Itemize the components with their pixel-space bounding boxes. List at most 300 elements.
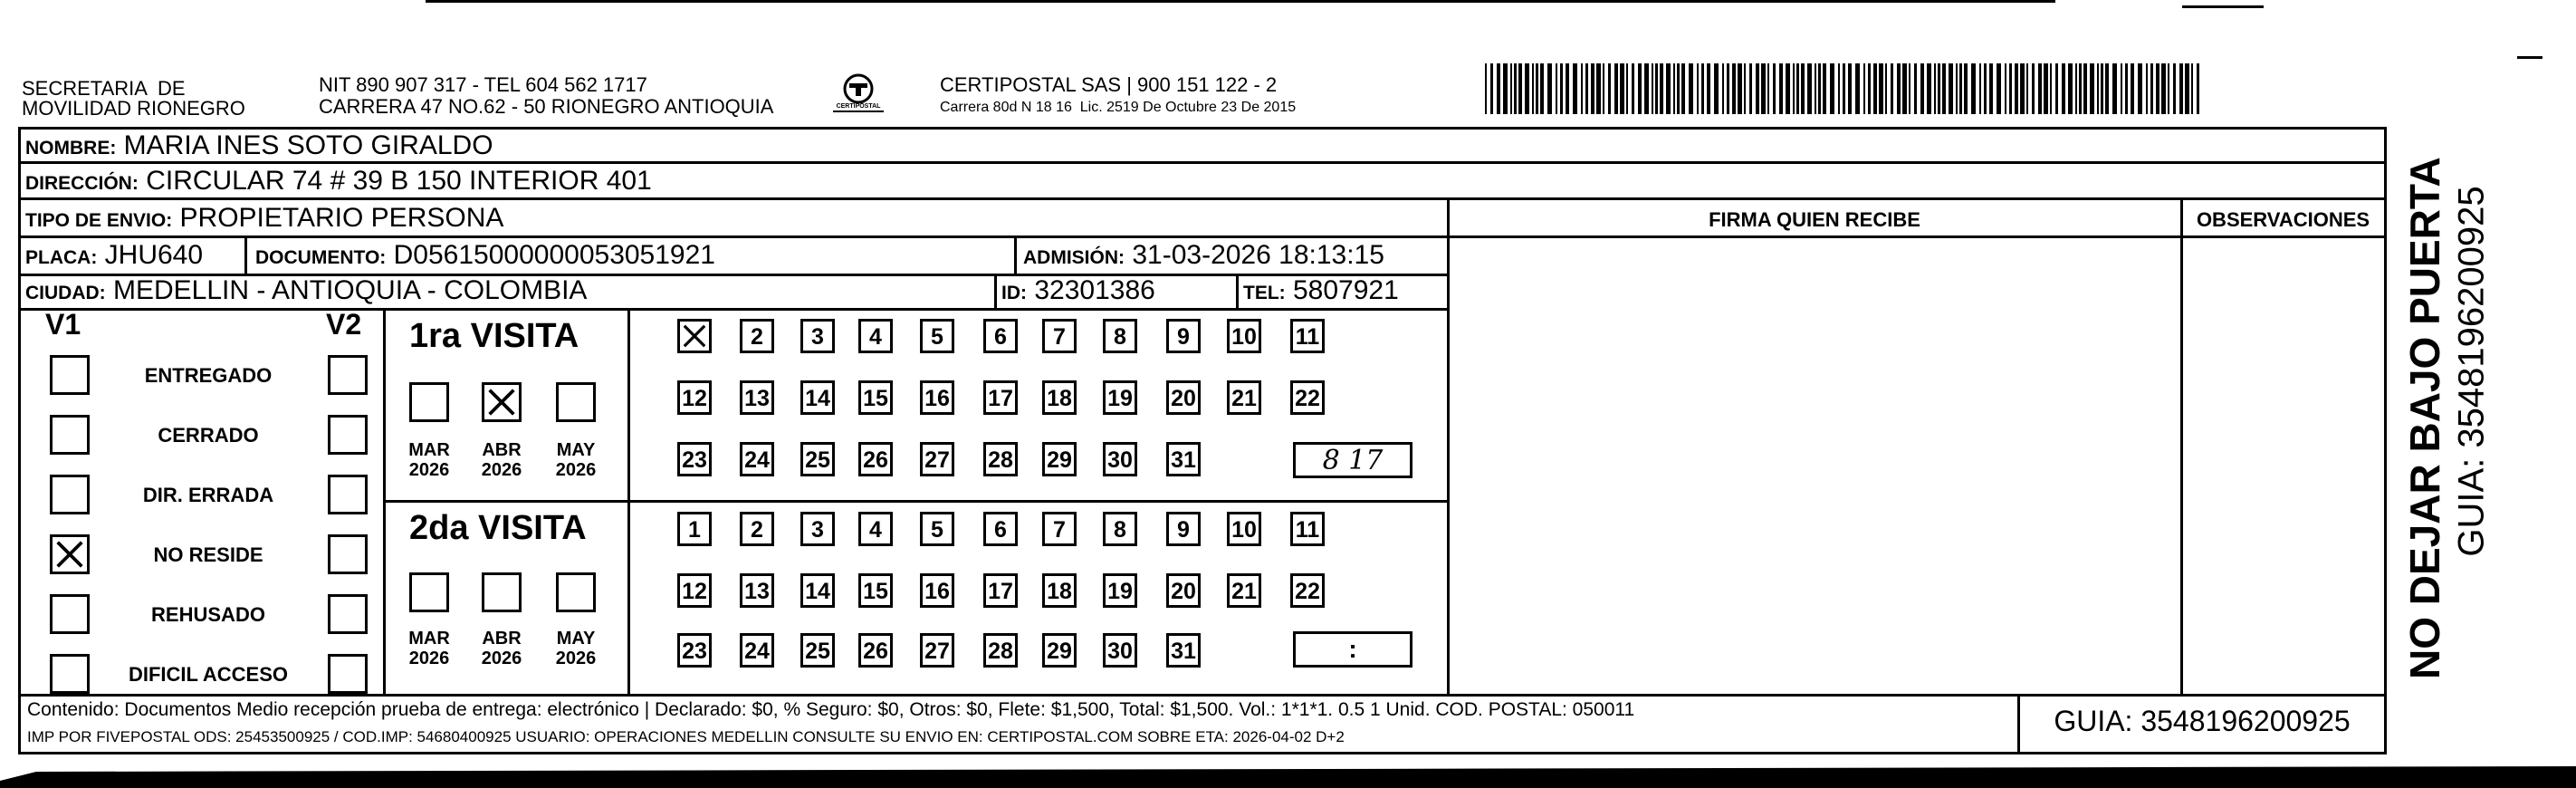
barcode-bar [1885,63,1887,114]
month-name: ABR [482,440,522,460]
barcode-bar [1959,63,1962,114]
day-box[interactable]: 18 [1042,380,1077,415]
barcode-bar [1497,63,1500,114]
visit2-title: 2da VISITA [409,509,587,547]
barcode-bar [1773,63,1776,114]
day-box[interactable]: 5 [920,512,954,546]
barcode-bar [2068,63,2073,114]
month-name: MAY [556,440,596,460]
agency-line-2: MOVILIDAD RIONEGRO [22,97,245,120]
month-label [465,629,538,668]
barcode-bar [1655,63,1658,114]
barcode-bar [1701,63,1704,114]
status-label: DIR. ERRADA [142,484,274,506]
day-box[interactable]: 30 [1103,442,1137,476]
sign-label: FIRMA QUIEN RECIBE [1709,208,1920,231]
day-box[interactable]: 25 [800,633,835,668]
barcode-bar [1942,63,1946,114]
day-box[interactable]: 9 [1166,512,1201,546]
visit1-time-box [1293,442,1412,478]
month-checkbox[interactable] [556,572,596,612]
month-year: 2026 [555,649,597,668]
barcode-bar [1510,63,1512,114]
barcode-bar [1573,63,1577,114]
plate-row [25,240,203,274]
barcode-bar [1984,63,1987,114]
status-label: ENTREGADO [144,364,273,387]
barcode-bar [1732,63,1736,114]
month-label [465,440,538,480]
month-label [540,440,612,480]
day-box[interactable]: 6 [983,319,1018,353]
day-box[interactable]: 29 [1042,442,1077,476]
barcode-bar [2161,63,2166,114]
barcode-bar [1581,63,1583,114]
status-label: CERRADO [158,424,259,447]
barcode-bar [2097,63,2099,114]
barcode-bar [1838,63,1840,114]
day-box[interactable]: 7 [1042,512,1077,546]
certipostal-logo [829,71,887,120]
barcode-bar [1979,63,1981,114]
plate-value: JHU640 [104,240,204,270]
barcode-bar [1677,63,1680,114]
day-box[interactable]: 31 [1166,633,1201,668]
barcode-bar [1767,63,1769,114]
barcode-bar [1608,63,1611,114]
day-box[interactable]: 26 [858,633,893,668]
id-label: ID: [1001,283,1027,303]
barcode-bar [1673,63,1675,114]
barcode-bar [1971,63,1976,114]
day-box[interactable]: 17 [983,573,1018,608]
day-box[interactable]: 28 [983,633,1018,668]
id-divider [994,274,997,308]
barcode-bar [1536,63,1538,114]
logo-icon [829,71,887,120]
barcode-bar [1707,63,1710,114]
day-box[interactable]: 26 [858,442,893,476]
top-border-line [426,0,2055,3]
obs-col-left [2180,197,2183,697]
obs-label: OBSERVACIONES [2196,208,2370,231]
month-year: 2026 [555,460,597,480]
content-line: Contenido: Documentos Medio recepción prueba de entrega: electrónico | Declarado: $0, % Seguro: $0, Otros: $0, Flete: $1,500, Total: $1,500. Vol.: 1*1*1. 0.5 1 Unid. COD. POSTAL: 050011 [27,699,1635,720]
barcode-bar [2138,63,2142,114]
barcode-bar [1547,63,1552,114]
day-box[interactable]: 20 [1166,573,1201,608]
barcode-bar [2131,63,2134,114]
day-box[interactable]: 31 [1166,442,1201,476]
day-box[interactable]: 19 [1103,380,1137,415]
barcode-bar [1518,63,1522,114]
barcode-bar [1666,63,1671,114]
barcode-bar [1644,63,1649,114]
barcode-bar [2156,63,2159,114]
barcode-bar [2197,63,2199,114]
month-year: 2026 [481,460,522,480]
day-box[interactable]: 23 [677,633,712,668]
barcode-bar [2020,63,2025,114]
barcode-bar [1989,63,1993,114]
barcode-bar [1697,63,1699,114]
x-mark-icon [484,385,519,419]
barcode-bar [1873,63,1877,114]
barcode-bar [1897,63,1901,114]
barcode-bar [1879,63,1883,114]
barcode-bar [1566,63,1569,114]
v1-checkbox[interactable] [50,355,90,395]
v1-checkbox[interactable] [50,415,90,455]
barcode-bar [2075,63,2077,114]
barcode-bar [1532,63,1534,114]
status-divider [383,308,386,697]
v1-checkbox[interactable] [50,534,90,574]
barcode-bar [1525,63,1529,114]
month-label [393,629,465,668]
day-box[interactable]: 3 [800,512,835,546]
barcode-bar [1638,63,1642,114]
status-label: REHUSADO [151,603,265,626]
barcode-bar [1868,63,1871,114]
barcode-bar [1490,63,1493,114]
barcode-bar [2009,63,2012,114]
barcode-bar [1956,63,1958,114]
visit2-time-box [1293,631,1412,668]
day-box[interactable]: 22 [1290,573,1325,608]
v1-checkbox[interactable] [50,594,90,634]
v1-checkbox[interactable] [50,654,90,694]
admission-value: 31-03-2026 18:13:15 [1132,240,1384,270]
imp-line: IMP POR FIVEPOSTAL ODS: 25453500925 / COD.IMP: 54680400925 USUARIO: OPERACIONES MEDELLIN CONSULTE SU ENVIO EN: CERTIPOSTAL.COM SOBRE ETA: 2026-04-02 D+2 [27,728,1345,745]
day-box[interactable]: 19 [1103,573,1137,608]
day-box[interactable]: 16 [920,380,954,415]
barcode-bar [1714,63,1719,114]
barcode-bar [2005,63,2006,114]
barcode-bar [1815,63,1816,114]
nit-line: NIT 890 907 317 - TEL 604 562 1717 [319,73,647,96]
day-box[interactable]: 18 [1042,573,1077,608]
barcode-bar [1727,63,1729,114]
side-guia-text: GUIA: 3548196200925 [2451,186,2492,557]
plate-label: PLACA: [25,247,98,268]
barcode-bar [1891,63,1893,114]
x-mark-icon [680,322,709,351]
day-box[interactable]: 16 [920,573,954,608]
barcode-bar [1485,63,1487,114]
barcode-bar [1964,63,1968,114]
barcode-bar [1793,63,1795,114]
address-value: CIRCULAR 74 # 39 B 150 INTERIOR 401 [146,166,652,196]
day-box[interactable]: 13 [740,380,774,415]
barcode-bar [1938,63,1940,114]
barcode-bar [1796,63,1799,114]
barcode-bar [1503,63,1508,114]
barcode-bar [2044,63,2048,114]
day-box[interactable]: 10 [1227,512,1261,546]
address-label: DIRECCIÓN: [25,173,139,194]
barcode-bar [1738,63,1742,114]
barcode-bar [1863,63,1865,114]
month-checkbox[interactable] [409,572,449,612]
month-year: 2026 [408,460,450,480]
month-checkbox[interactable] [482,572,522,612]
month-checkbox[interactable] [409,382,449,422]
admission-divider [1014,235,1017,274]
agency-line-1: SECRETARIA DE [22,77,186,100]
admission-label: ADMISIÓN: [1023,247,1125,268]
day-box[interactable]: 1 [677,512,712,546]
document-row [255,240,715,274]
day-box[interactable]: 13 [740,573,774,608]
day-box[interactable]: 21 [1227,573,1261,608]
month-name: MAY [556,629,596,649]
plate-divider [244,235,247,274]
document-value: D05615000000053051921 [393,240,715,270]
month-name: ABR [482,629,522,649]
barcode-bar [1949,63,1953,114]
month-label [540,629,612,668]
day-box[interactable]: 22 [1290,380,1325,415]
barcode-bar [1540,63,1544,114]
barcode-bar [2121,63,2122,114]
barcode-bar [1914,63,1917,114]
day-box[interactable]: 15 [858,380,893,415]
barcode-bar [1761,63,1766,114]
barcode-bar [1902,63,1907,114]
v2-checkbox[interactable] [328,415,368,455]
month-label [393,440,465,480]
courier-line-1: CERTIPOSTAL SAS | 900 151 122 - 2 [940,73,1278,96]
frame-bottom [18,752,2386,754]
day-box[interactable]: 8 [1103,319,1137,353]
city-label: CIUDAD: [25,283,106,303]
address-row [25,166,652,199]
day-box[interactable]: 8 [1103,512,1137,546]
id-row [1001,275,1155,309]
barcode-bar [1801,63,1805,114]
barcode-bar [1744,63,1746,114]
barcode-bar [1927,63,1931,114]
month-checkbox[interactable] [556,382,596,422]
top-border-line-right [2182,5,2264,8]
day-box[interactable]: 12 [677,573,712,608]
barcode-bar [1585,63,1588,114]
day-box[interactable]: 24 [740,442,774,476]
barcode-bar [2055,63,2058,114]
day-box[interactable]: 2 [740,319,774,353]
barcode-bar [2050,63,2052,114]
barcode-bar [1556,63,1557,114]
tel-value: 5807921 [1293,275,1399,305]
edge-mark [2517,56,2542,59]
name-value: MARIA INES SOTO GIRALDO [123,130,493,160]
frame-right [2384,127,2387,754]
send-type-row [25,203,503,236]
admission-row [1023,240,1384,274]
day-box[interactable]: 11 [1290,512,1325,546]
barcode-bar [1560,63,1563,114]
barcode-bar [1830,63,1834,114]
day-box[interactable]: 20 [1166,380,1201,415]
barcode-bar [2101,63,2103,114]
barcode-bar [1909,63,1910,114]
day-box[interactable]: 2 [740,512,774,546]
day-box[interactable]: 27 [920,633,954,668]
day-box[interactable]: 14 [800,380,835,415]
month-name: MAR [408,629,450,649]
city-value: MEDELLIN - ANTIOQUIA - COLOMBIA [113,275,588,305]
status-label: DIFICIL ACCESO [128,663,288,686]
barcode-bar [1807,63,1812,114]
tel-row [1243,275,1399,309]
barcode-bar [1596,63,1601,114]
barcode-bar [1779,63,1783,114]
month-name: MAR [408,440,450,460]
visit1-time: 8 17 [1322,445,1384,476]
day-box[interactable]: 30 [1103,633,1137,668]
status-label: NO RESIDE [153,543,263,566]
day-box[interactable] [677,319,712,353]
barcode-bar [1855,63,1860,114]
city-row [25,275,587,309]
barcode-bar [2173,63,2176,114]
day-box[interactable]: 9 [1166,319,1201,353]
barcode-bar [1620,63,1624,114]
day-box[interactable]: 3 [800,319,835,353]
day-box[interactable]: 6 [983,512,1018,546]
sign-col-left [1447,197,1450,697]
barcode-bar [1749,63,1752,114]
barcode-bar [2083,63,2087,114]
day-box[interactable]: 11 [1290,319,1325,353]
month-checkbox[interactable] [482,382,522,422]
day-box[interactable]: 17 [983,380,1018,415]
barcode-bar [2179,63,2183,114]
barcode-bar [1786,63,1790,114]
barcode-bar [1823,63,1826,114]
barcode-bar [1722,63,1724,114]
day-box[interactable]: 29 [1042,633,1077,668]
address-line: CARRERA 47 NO.62 - 50 RIONEGRO ANTIOQUIA [319,95,774,118]
v1-checkbox[interactable] [50,475,90,514]
day-box[interactable]: 4 [858,512,893,546]
day-box[interactable]: 10 [1227,319,1261,353]
barcode-bar [1689,63,1693,114]
barcode-bar [2112,63,2117,114]
barcode-bar [1997,63,2001,114]
id-value: 32301386 [1034,275,1155,305]
barcode-bar [2038,63,2042,114]
barcode-bar [2015,63,2018,114]
visit1-title: 1ra VISITA [409,317,579,355]
day-box[interactable]: 28 [983,442,1018,476]
day-box[interactable]: 27 [920,442,954,476]
barcode-bar [1652,63,1653,114]
month-year: 2026 [408,649,450,668]
barcode-bar [2090,63,2094,114]
v2-checkbox[interactable] [328,534,368,574]
barcode-bar [1934,63,1936,114]
barcode-bar [2125,63,2128,114]
barcode-bar [2026,63,2028,114]
barcode-bar [1514,63,1517,114]
send-type-label: TIPO DE ENVIO: [25,210,173,231]
barcode-bar [2191,63,2193,114]
day-box[interactable]: 24 [740,633,774,668]
frame-top [18,127,2386,130]
days-divider [627,308,630,697]
x-mark-icon [53,537,87,572]
tel-divider [1236,274,1239,308]
frame-left [18,127,21,754]
send-type-value: PROPIETARIO PERSONA [179,203,504,233]
barcode-bar [1756,63,1759,114]
barcode-bar [2185,63,2189,114]
barcode-bar [1626,63,1628,114]
barcode-bar [1603,63,1604,114]
barcode-bar [2146,63,2148,114]
barcode-bar [1681,63,1685,114]
name-label: NOMBRE: [25,138,117,159]
month-year: 2026 [481,649,522,668]
logo-text: CERTIPOSTAL [836,103,881,110]
document-label: DOCUMENTO: [255,247,387,268]
row-line-visit-divider [385,500,1449,503]
v2-checkbox[interactable] [328,355,368,395]
day-box[interactable]: 25 [800,442,835,476]
day-box[interactable]: 5 [920,319,954,353]
barcode-bar [2105,63,2109,114]
barcode-bar [1614,63,1618,114]
barcode-bar [1920,63,1924,114]
barcode-bar [1660,63,1663,114]
barcode-bar [2062,63,2065,114]
row-line-footer [18,694,2386,697]
day-box[interactable]: 4 [858,319,893,353]
day-box[interactable]: 15 [858,573,893,608]
barcode-bar [2032,63,2035,114]
day-box[interactable]: 14 [800,573,835,608]
day-box[interactable]: 7 [1042,319,1077,353]
barcode-bar [2168,63,2169,114]
v2-label: V2 [326,308,362,341]
barcode [1485,63,2209,114]
barcode-bar [1591,63,1594,114]
barcode-bar [1848,63,1852,114]
day-box[interactable]: 23 [677,442,712,476]
barcode-bar [1818,63,1821,114]
name-row [25,130,493,164]
day-box[interactable]: 21 [1227,380,1261,415]
bottom-strip [0,763,2576,788]
day-box[interactable]: 12 [677,380,712,415]
v2-checkbox[interactable] [328,594,368,634]
v2-checkbox[interactable] [328,654,368,694]
visit2-time: : [1348,635,1357,663]
barcode-bar [1843,63,1845,114]
barcode-bar [1632,63,1634,114]
barcode-bar [2150,63,2153,114]
footer-guia-divider [2017,694,2020,754]
v2-checkbox[interactable] [328,475,368,514]
no-dejar-text: NO DEJAR BAJO PUERTA [2401,157,2448,679]
barcode-bar [2079,63,2082,114]
v1-label: V1 [45,308,81,341]
tel-label: TEL: [1243,283,1286,303]
guia-box: GUIA: 3548196200925 [2054,705,2351,737]
courier-line-2: Carrera 80d N 18 16 Lic. 2519 De Octubre 23 De 2015 [940,100,1297,115]
